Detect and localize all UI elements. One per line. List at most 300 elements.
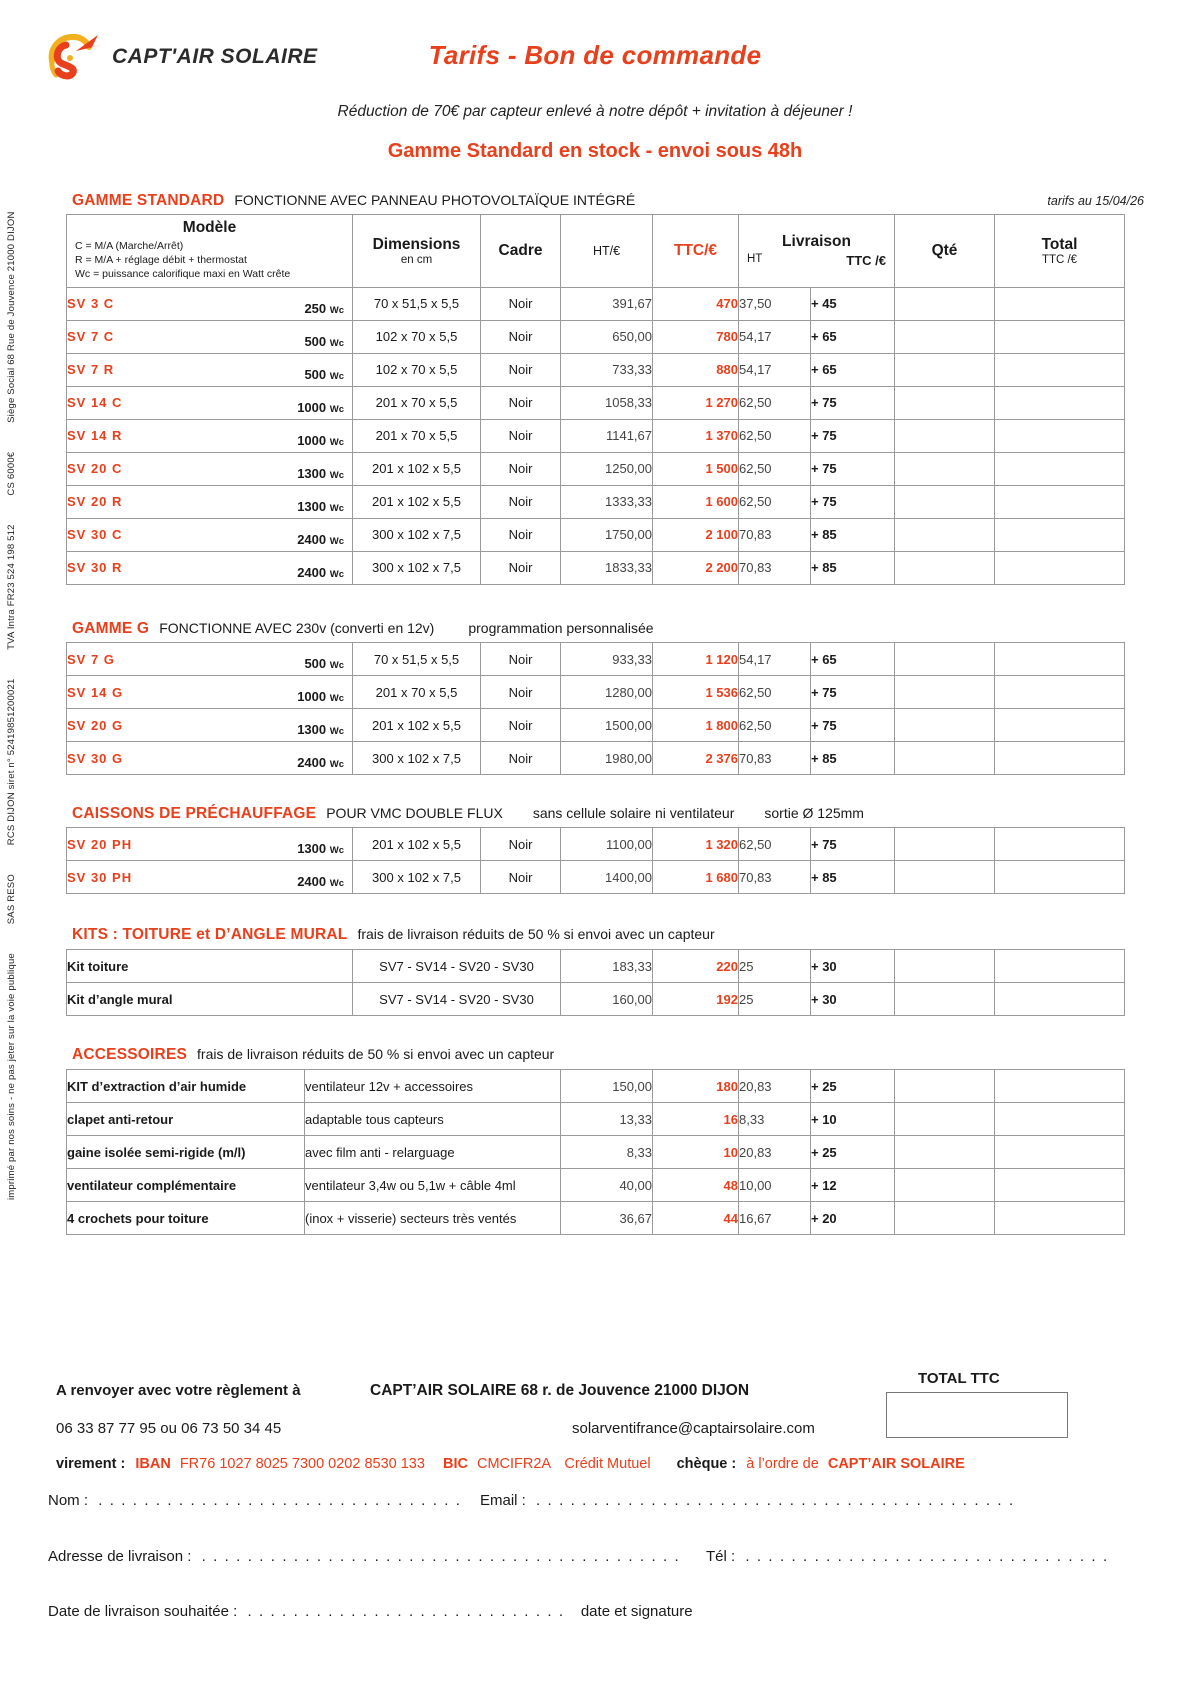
standard-livraison-ht: 54,17	[739, 320, 811, 353]
page-title: Tarifs - Bon de commande	[428, 40, 762, 70]
standard-ttc: 1 600	[653, 485, 739, 518]
standard-cadre: Noir	[481, 386, 561, 419]
table-row	[67, 551, 1125, 584]
header-livraison	[739, 215, 895, 288]
table-standard	[66, 214, 1125, 585]
standard-qte-input[interactable]	[895, 452, 995, 485]
gamme-g-livraison-ht: 62,50	[739, 709, 811, 742]
field-email[interactable]	[480, 1492, 1015, 1509]
table-row	[67, 643, 1125, 676]
tarifs-date: tarifs au 15/04/26	[1047, 194, 1144, 208]
section-subtitle-accessoires: frais de livraison réduits de 50 % si envoi avec un capteur	[197, 1046, 555, 1062]
caisson-model: SV 30 PH 2400 Wc	[67, 861, 353, 894]
kit-livraison-ht: 25	[739, 983, 811, 1016]
section-title-accessoires: ACCESSOIRES	[72, 1046, 188, 1063]
kit-desc: SV7 - SV14 - SV20 - SV30	[353, 950, 561, 983]
standard-cadre: Noir	[481, 485, 561, 518]
accessoire-livraison-ht: 10,00	[739, 1169, 811, 1202]
header-dimensions-label: Dimensions	[372, 235, 461, 253]
standard-cadre: Noir	[481, 287, 561, 320]
section-subtitle-caissons: POUR VMC DOUBLE FLUX	[326, 805, 503, 821]
side-legal-text	[6, 211, 17, 1200]
standard-ttc: 2 200	[653, 551, 739, 584]
accessoire-desc: ventilateur 3,4w ou 5,1w + câble 4ml	[305, 1169, 561, 1202]
accessoire-total-input[interactable]	[995, 1103, 1125, 1136]
accessoire-livraison-ttc: + 20	[811, 1202, 895, 1235]
footer-bank-name: Crédit Mutuel	[564, 1456, 651, 1472]
table-caissons	[66, 827, 1125, 894]
standard-dimensions: 201 x 102 x 5,5	[353, 485, 481, 518]
accessoire-livraison-ht: 16,67	[739, 1202, 811, 1235]
accessoire-total-input[interactable]	[995, 1169, 1125, 1202]
gamme-g-ttc: 1 800	[653, 709, 739, 742]
gamme-g-cadre: Noir	[481, 742, 561, 775]
gamme-g-livraison-ttc: + 85	[811, 742, 895, 775]
standard-livraison-ht: 70,83	[739, 518, 811, 551]
gamme-g-qte-input[interactable]	[895, 643, 995, 676]
gamme-g-dimensions: 300 x 102 x 7,5	[353, 742, 481, 775]
table-gamme-g	[66, 642, 1125, 775]
section-subtitle-kits: frais de livraison réduits de 50 % si envoi avec un capteur	[357, 926, 715, 942]
accessoire-livraison-ttc: + 10	[811, 1103, 895, 1136]
field-nom-label: Nom :	[48, 1492, 89, 1509]
standard-livraison-ht: 37,50	[739, 287, 811, 320]
standard-total-input[interactable]	[995, 518, 1125, 551]
standard-qte-input[interactable]	[895, 353, 995, 386]
accessoire-qte-input[interactable]	[895, 1103, 995, 1136]
footer-return-label: A renvoyer avec votre règlement à	[56, 1382, 301, 1399]
kit-total-input[interactable]	[995, 950, 1125, 983]
legal-sas: SAS RESO	[6, 874, 17, 925]
gamme-g-livraison-ht: 54,17	[739, 643, 811, 676]
table-row	[67, 983, 1125, 1016]
accessoire-desc: (inox + visserie) secteurs très ventés	[305, 1202, 561, 1235]
header-modele-title: Modèle	[182, 219, 237, 236]
kit-ttc: 192	[653, 983, 739, 1016]
caisson-livraison-ttc: + 75	[811, 828, 895, 861]
table-row	[67, 485, 1125, 518]
caisson-livraison-ttc: + 85	[811, 861, 895, 894]
caisson-livraison-ht: 62,50	[739, 828, 811, 861]
kit-total-input[interactable]	[995, 983, 1125, 1016]
table-row	[67, 742, 1125, 775]
standard-cadre: Noir	[481, 320, 561, 353]
section-head-accessoires	[72, 1046, 554, 1064]
header-legend-c: C = M/A (Marche/Arrêt)	[75, 240, 184, 252]
standard-livraison-ttc: + 85	[811, 551, 895, 584]
footer-bic-label: BIC	[442, 1456, 468, 1472]
standard-livraison-ttc: + 75	[811, 452, 895, 485]
standard-model: SV 14 C 1000 Wc	[67, 386, 353, 419]
standard-model: SV 20 C 1300 Wc	[67, 452, 353, 485]
header-livraison-ttc: TTC /€	[846, 253, 887, 269]
accessoire-livraison-ht: 20,83	[739, 1070, 811, 1103]
kit-livraison-ttc: + 30	[811, 950, 895, 983]
section-title-kits: KITS : TOITURE et D’ANGLE MURAL	[72, 926, 348, 943]
accessoire-qte-input[interactable]	[895, 1202, 995, 1235]
standard-livraison-ttc: + 65	[811, 353, 895, 386]
standard-ttc: 1 270	[653, 386, 739, 419]
gamme-g-model: SV 30 G 2400 Wc	[67, 742, 353, 775]
standard-ht: 1333,33	[561, 485, 653, 518]
accessoire-total-input[interactable]	[995, 1136, 1125, 1169]
legal-cs: CS 6000€	[6, 451, 17, 496]
gamme-g-ttc: 1 120	[653, 643, 739, 676]
section-subtitle2-caissons: sans cellule solaire ni ventilateur	[532, 805, 735, 821]
gamme-g-livraison-ttc: + 75	[811, 709, 895, 742]
standard-total-input[interactable]	[995, 353, 1125, 386]
standard-ht: 1750,00	[561, 518, 653, 551]
standard-total-input[interactable]	[995, 485, 1125, 518]
table-row	[67, 1103, 1125, 1136]
gamme-g-dimensions: 201 x 102 x 5,5	[353, 709, 481, 742]
standard-livraison-ht: 62,50	[739, 386, 811, 419]
section-subtitle-standard: FONCTIONNE AVEC PANNEAU PHOTOVOLTAÏQUE INTÉGRÉ	[234, 192, 636, 208]
accessoire-qte-input[interactable]	[895, 1070, 995, 1103]
standard-dimensions: 201 x 102 x 5,5	[353, 452, 481, 485]
caisson-ttc: 1 680	[653, 861, 739, 894]
standard-livraison-ht: 62,50	[739, 419, 811, 452]
caisson-cadre: Noir	[481, 828, 561, 861]
header-total-sub: TTC /€	[1041, 253, 1078, 266]
standard-ht: 650,00	[561, 320, 653, 353]
header-dimensions	[353, 215, 481, 288]
total-ttc-input[interactable]	[886, 1392, 1068, 1438]
gamme-g-cadre: Noir	[481, 643, 561, 676]
gamme-g-total-input[interactable]	[995, 709, 1125, 742]
standard-dimensions: 201 x 70 x 5,5	[353, 419, 481, 452]
footer-payment-line	[56, 1456, 965, 1472]
header-ttc-label: TTC/€	[673, 241, 718, 259]
header-cadre-label: Cadre	[498, 241, 543, 259]
header-dimensions-sub: en cm	[400, 253, 433, 266]
accessoire-desc: avec film anti - relarguage	[305, 1136, 561, 1169]
header-total-label: Total	[1041, 235, 1078, 253]
header-modele	[67, 215, 353, 288]
header-cadre	[481, 215, 561, 288]
legal-print: imprimé par nos soins - ne pas jeter sur la voie publique	[6, 953, 17, 1200]
standard-qte-input[interactable]	[895, 419, 995, 452]
standard-qte-input[interactable]	[895, 320, 995, 353]
gamme-g-livraison-ttc: + 75	[811, 676, 895, 709]
standard-qte-input[interactable]	[895, 485, 995, 518]
kit-ht: 160,00	[561, 983, 653, 1016]
standard-qte-input[interactable]	[895, 518, 995, 551]
standard-ttc: 880	[653, 353, 739, 386]
standard-dimensions: 102 x 70 x 5,5	[353, 320, 481, 353]
gamme-g-ht: 1500,00	[561, 709, 653, 742]
caisson-total-input[interactable]	[995, 828, 1125, 861]
standard-model: SV 3 C 250 Wc	[67, 287, 353, 320]
header-qte-label: Qté	[931, 241, 958, 259]
accessoire-livraison-ttc: + 12	[811, 1169, 895, 1202]
header-qte	[895, 215, 995, 288]
accessoire-livraison-ht: 8,33	[739, 1103, 811, 1136]
standard-livraison-ht: 70,83	[739, 551, 811, 584]
table-row	[67, 518, 1125, 551]
table-row	[67, 709, 1125, 742]
gamme-g-qte-input[interactable]	[895, 676, 995, 709]
gamme-g-cadre: Noir	[481, 676, 561, 709]
standard-total-input[interactable]	[995, 386, 1125, 419]
header-legend-wc: Wc = puissance calorifique maxi en Watt crête	[75, 268, 291, 281]
gamme-g-model: SV 14 G 1000 Wc	[67, 676, 353, 709]
standard-ht: 391,67	[561, 287, 653, 320]
footer-virement-label: virement :	[56, 1456, 126, 1472]
footer-phones: 06 33 87 77 95 ou 06 73 50 34 45	[56, 1420, 282, 1437]
field-date-label: Date de livraison souhaitée :	[48, 1603, 238, 1620]
gamme-g-ht: 1980,00	[561, 742, 653, 775]
gamme-g-livraison-ht: 70,83	[739, 742, 811, 775]
header-ttc	[653, 215, 739, 288]
kit-ht: 183,33	[561, 950, 653, 983]
kit-ttc: 220	[653, 950, 739, 983]
field-date-livraison[interactable]	[48, 1603, 693, 1620]
gamme-g-ttc: 2 376	[653, 742, 739, 775]
accessoire-ht: 8,33	[561, 1136, 653, 1169]
standard-ht: 1250,00	[561, 452, 653, 485]
gamme-g-total-input[interactable]	[995, 676, 1125, 709]
accessoire-ht: 36,67	[561, 1202, 653, 1235]
field-adresse[interactable]	[48, 1548, 680, 1565]
accessoire-ttc: 10	[653, 1136, 739, 1169]
section-head-kits	[72, 926, 715, 944]
gamme-g-dimensions: 70 x 51,5 x 5,5	[353, 643, 481, 676]
section-subtitle-gamme-g: FONCTIONNE AVEC 230v (converti en 12v)	[159, 620, 435, 636]
header-ht-label: HT/€	[592, 243, 621, 258]
kit-qte-input[interactable]	[895, 983, 995, 1016]
gamme-g-model: SV 7 G 500 Wc	[67, 643, 353, 676]
standard-model: SV 7 R 500 Wc	[67, 353, 353, 386]
standard-ttc: 1 370	[653, 419, 739, 452]
section-title-gamme-g: GAMME G	[72, 620, 150, 637]
footer-iban-value: FR76 1027 8025 7300 0202 8530 133	[179, 1456, 425, 1472]
caisson-model: SV 20 PH 1300 Wc	[67, 828, 353, 861]
gamme-g-qte-input[interactable]	[895, 709, 995, 742]
table-kits	[66, 949, 1125, 1016]
gamme-g-model: SV 20 G 1300 Wc	[67, 709, 353, 742]
table-header-row	[67, 215, 1125, 288]
standard-livraison-ttc: + 85	[811, 518, 895, 551]
accessoire-ttc: 48	[653, 1169, 739, 1202]
accessoire-total-input[interactable]	[995, 1070, 1125, 1103]
header-legend-r: R = M/A + réglage débit + thermostat	[75, 254, 247, 267]
standard-model: SV 14 R 1000 Wc	[67, 419, 353, 452]
accessoire-desc: adaptable tous capteurs	[305, 1103, 561, 1136]
caisson-total-input[interactable]	[995, 861, 1125, 894]
table-row	[67, 419, 1125, 452]
caisson-qte-input[interactable]	[895, 861, 995, 894]
standard-qte-input[interactable]	[895, 287, 995, 320]
accessoire-label: clapet anti-retour	[67, 1103, 305, 1136]
section-head-standard	[72, 192, 635, 210]
standard-total-input[interactable]	[995, 287, 1125, 320]
standard-qte-input[interactable]	[895, 551, 995, 584]
accessoire-qte-input[interactable]	[895, 1169, 995, 1202]
footer-email: solarventifrance@captairsolaire.com	[572, 1420, 815, 1437]
accessoire-ht: 150,00	[561, 1070, 653, 1103]
field-tel[interactable]	[706, 1548, 1109, 1565]
total-ttc-label: TOTAL TTC	[918, 1370, 1000, 1387]
brand-name: CAPT'AIR SOLAIRE	[112, 45, 318, 68]
standard-dimensions: 300 x 102 x 7,5	[353, 551, 481, 584]
field-email-label: Email :	[480, 1492, 526, 1509]
standard-ht: 1833,33	[561, 551, 653, 584]
caisson-ttc: 1 320	[653, 828, 739, 861]
table-row	[67, 386, 1125, 419]
standard-ttc: 470	[653, 287, 739, 320]
promo-note: Réduction de 70€ par capteur enlevé à notre dépôt + invitation à déjeuner !	[337, 103, 853, 120]
header-livraison-label: Livraison	[782, 233, 851, 251]
caisson-dimensions: 300 x 102 x 7,5	[353, 861, 481, 894]
section-head-gamme-g	[72, 620, 654, 638]
accessoire-livraison-ttc: + 25	[811, 1070, 895, 1103]
kit-livraison-ht: 25	[739, 950, 811, 983]
standard-livraison-ht: 62,50	[739, 485, 811, 518]
gamme-g-cadre: Noir	[481, 709, 561, 742]
section-title-standard: GAMME STANDARD	[72, 192, 225, 209]
footer-company-address: CAPT’AIR SOLAIRE 68 r. de Jouvence 21000 DIJON	[370, 1382, 750, 1399]
standard-livraison-ttc: + 75	[811, 419, 895, 452]
table-row	[67, 1169, 1125, 1202]
standard-livraison-ht: 62,50	[739, 452, 811, 485]
standard-model: SV 7 C 500 Wc	[67, 320, 353, 353]
accessoire-label: gaine isolée semi-rigide (m/l)	[67, 1136, 305, 1169]
field-date-dots: . . . . . . . . . . . . . . . . . . . . . . . . . . . .	[247, 1603, 565, 1620]
table-row	[67, 1136, 1125, 1169]
gamme-g-livraison-ht: 62,50	[739, 676, 811, 709]
standard-ht: 733,33	[561, 353, 653, 386]
gamme-g-livraison-ttc: + 65	[811, 643, 895, 676]
header-total	[995, 215, 1125, 288]
caisson-dimensions: 201 x 102 x 5,5	[353, 828, 481, 861]
section-head-caissons	[72, 805, 864, 823]
legal-siege: Siège Social 68 Rue de Jouvence 21000 DIJON	[6, 211, 17, 423]
gamme-g-qte-input[interactable]	[895, 742, 995, 775]
standard-ht: 1058,33	[561, 386, 653, 419]
standard-total-input[interactable]	[995, 551, 1125, 584]
gamme-g-total-input[interactable]	[995, 742, 1125, 775]
field-adresse-dots: . . . . . . . . . . . . . . . . . . . . . . . . . . . . . . . . . . . . . . . . . .	[201, 1548, 681, 1565]
standard-model: SV 30 R 2400 Wc	[67, 551, 353, 584]
standard-cadre: Noir	[481, 551, 561, 584]
gamme-g-total-input[interactable]	[995, 643, 1125, 676]
field-tel-label: Tél :	[706, 1548, 736, 1565]
standard-ttc: 780	[653, 320, 739, 353]
table-row	[67, 861, 1125, 894]
standard-livraison-ttc: + 75	[811, 485, 895, 518]
kit-desc: SV7 - SV14 - SV20 - SV30	[353, 983, 561, 1016]
standard-model: SV 30 C 2400 Wc	[67, 518, 353, 551]
table-row	[67, 353, 1125, 386]
standard-cadre: Noir	[481, 353, 561, 386]
accessoire-ht: 13,33	[561, 1103, 653, 1136]
field-nom-dots: . . . . . . . . . . . . . . . . . . . . . . . . . . . . . . . .	[98, 1492, 462, 1509]
standard-total-input[interactable]	[995, 452, 1125, 485]
accessoire-label: 4 crochets pour toiture	[67, 1202, 305, 1235]
standard-dimensions: 300 x 102 x 7,5	[353, 518, 481, 551]
footer-iban-label: IBAN	[135, 1456, 171, 1472]
accessoire-ttc: 44	[653, 1202, 739, 1235]
table-row	[67, 452, 1125, 485]
table-row	[67, 950, 1125, 983]
table-row	[67, 1070, 1125, 1103]
standard-qte-input[interactable]	[895, 386, 995, 419]
table-row	[67, 676, 1125, 709]
kit-qte-input[interactable]	[895, 950, 995, 983]
accessoire-total-input[interactable]	[995, 1202, 1125, 1235]
field-adresse-label: Adresse de livraison :	[48, 1548, 192, 1565]
section-subtitle2-gamme-g: programmation personnalisée	[468, 620, 654, 636]
section-title-caissons: CAISSONS DE PRÉCHAUFFAGE	[72, 805, 317, 822]
caisson-ht: 1400,00	[561, 861, 653, 894]
standard-livraison-ttc: + 65	[811, 320, 895, 353]
legal-rcs: RCS DIJON siret n° 52419851200021	[6, 678, 17, 846]
field-email-dots: . . . . . . . . . . . . . . . . . . . . . . . . . . . . . . . . . . . . . . . . . .	[536, 1492, 1015, 1509]
accessoire-livraison-ttc: + 25	[811, 1136, 895, 1169]
footer-cheque-order: à l’ordre de	[746, 1456, 819, 1472]
accessoire-label: ventilateur complémentaire	[67, 1169, 305, 1202]
standard-cadre: Noir	[481, 419, 561, 452]
standard-ht: 1141,67	[561, 419, 653, 452]
section-subtitle3-caissons: sortie Ø 125mm	[764, 805, 864, 821]
standard-total-input[interactable]	[995, 419, 1125, 452]
caisson-qte-input[interactable]	[895, 828, 995, 861]
field-nom[interactable]	[48, 1492, 462, 1509]
standard-ttc: 1 500	[653, 452, 739, 485]
accessoire-desc: ventilateur 12v + accessoires	[305, 1070, 561, 1103]
accessoire-label: KIT d’extraction d’air humide	[67, 1070, 305, 1103]
standard-total-input[interactable]	[995, 320, 1125, 353]
kit-label: Kit d’angle mural	[67, 983, 353, 1016]
header-livraison-ht: HT	[747, 253, 763, 266]
table-accessoires	[66, 1069, 1125, 1235]
accessoire-ttc: 16	[653, 1103, 739, 1136]
table-row	[67, 287, 1125, 320]
accessoire-ht: 40,00	[561, 1169, 653, 1202]
standard-dimensions: 70 x 51,5 x 5,5	[353, 287, 481, 320]
legal-tva: TVA Intra FR23 524 198 512	[6, 524, 17, 650]
standard-dimensions: 201 x 70 x 5,5	[353, 386, 481, 419]
stock-banner: Gamme Standard en stock - envoi sous 48h	[387, 140, 803, 162]
accessoire-qte-input[interactable]	[895, 1136, 995, 1169]
standard-ttc: 2 100	[653, 518, 739, 551]
gamme-g-dimensions: 201 x 70 x 5,5	[353, 676, 481, 709]
kit-label: Kit toiture	[67, 950, 353, 983]
accessoire-ttc: 180	[653, 1070, 739, 1103]
footer-cheque-name: CAPT’AIR SOLAIRE	[827, 1456, 965, 1472]
standard-dimensions: 102 x 70 x 5,5	[353, 353, 481, 386]
standard-livraison-ttc: + 45	[811, 287, 895, 320]
gamme-g-ht: 933,33	[561, 643, 653, 676]
footer-bic-value: CMCIFR2A	[476, 1456, 551, 1472]
table-row	[67, 828, 1125, 861]
table-row	[67, 320, 1125, 353]
caisson-cadre: Noir	[481, 861, 561, 894]
standard-livraison-ht: 54,17	[739, 353, 811, 386]
field-tel-dots: . . . . . . . . . . . . . . . . . . . . . . . . . . . . . . . .	[745, 1548, 1109, 1565]
standard-livraison-ttc: + 75	[811, 386, 895, 419]
accessoire-livraison-ht: 20,83	[739, 1136, 811, 1169]
header-ht	[561, 215, 653, 288]
gamme-g-ttc: 1 536	[653, 676, 739, 709]
footer-cheque-label: chèque :	[676, 1456, 737, 1472]
gamme-g-ht: 1280,00	[561, 676, 653, 709]
caisson-ht: 1100,00	[561, 828, 653, 861]
standard-model: SV 20 R 1300 Wc	[67, 485, 353, 518]
field-signature-label: date et signature	[580, 1603, 693, 1620]
kit-livraison-ttc: + 30	[811, 983, 895, 1016]
